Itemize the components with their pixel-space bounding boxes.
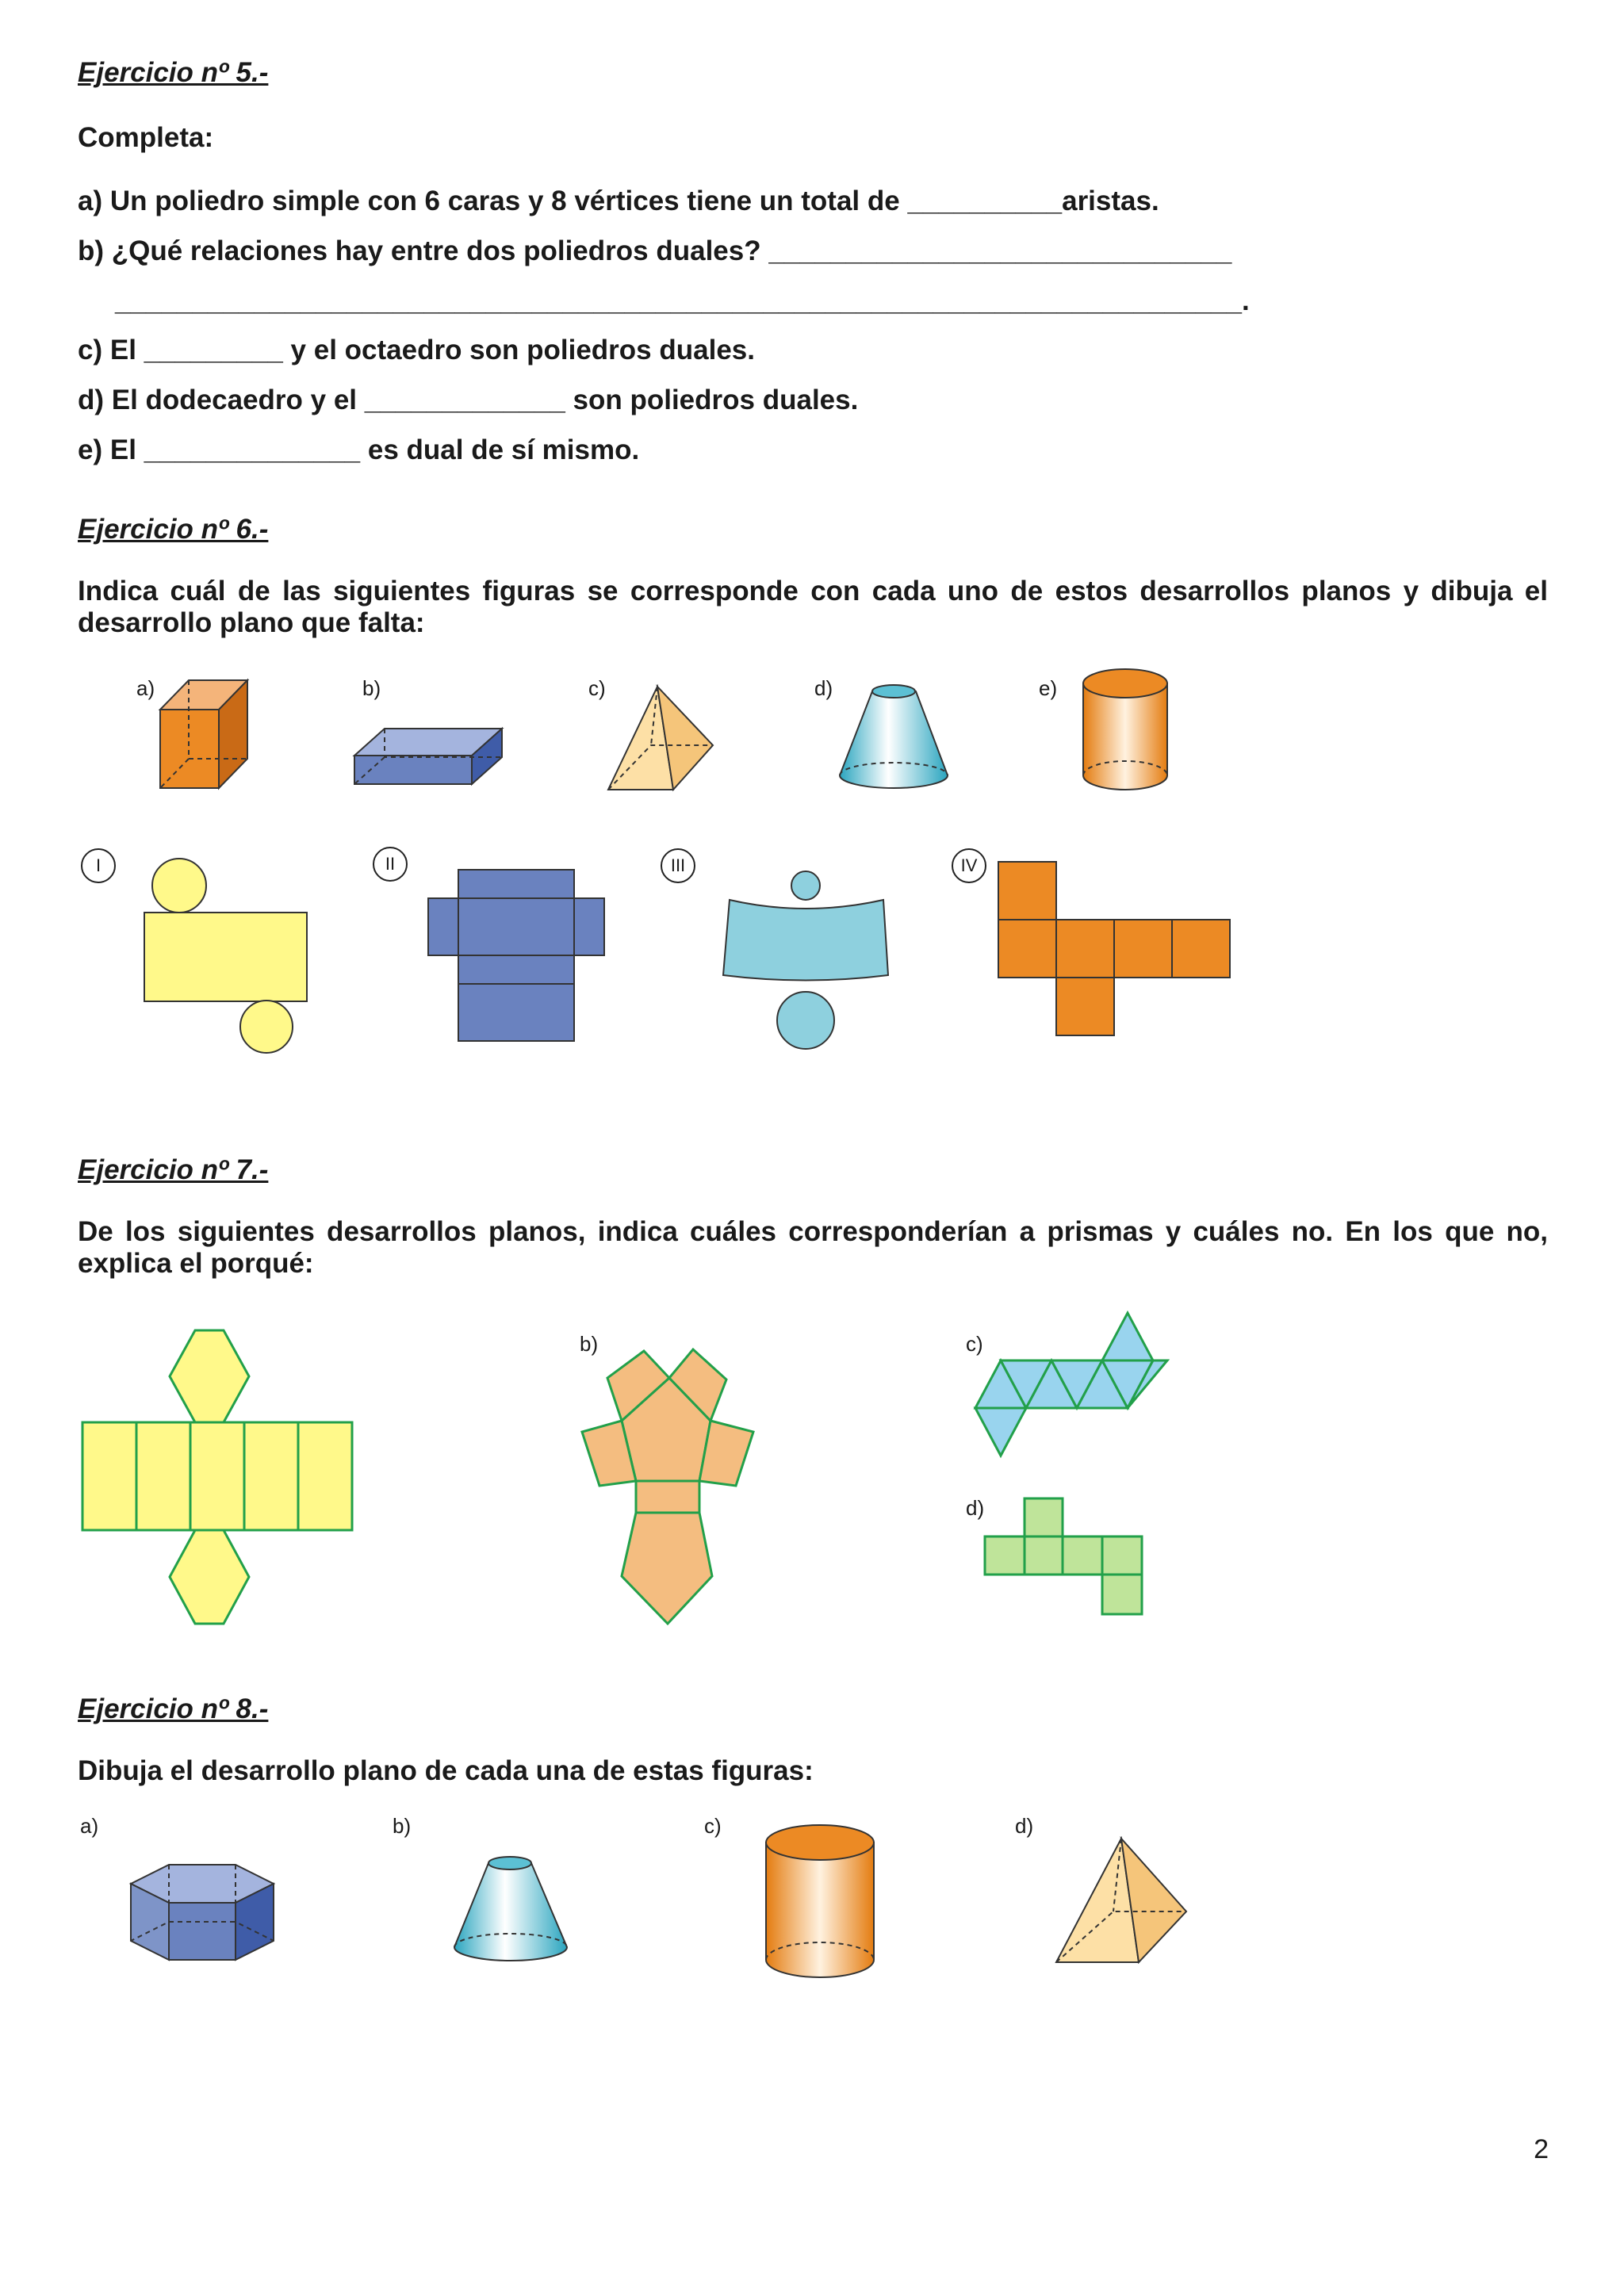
ex6-net-label-i: I [81,848,116,883]
ex6-net-label-ii: II [373,847,408,882]
ex7-instruction-line1: De los siguientes desarrollos planos, indica cuáles corresponderían a prismas y cuáles no. En los que no, [78,1216,1548,1247]
ex8-figure-label-c: c) [704,1814,722,1838]
cylinder-net-icon [143,852,313,1054]
ex6-instruction-line2: desarrollo plano que falta: [78,607,425,638]
ex6-figure-label-b: b) [362,676,381,700]
ex5-item-e: e) El ______________ es dual de sí mismo. [78,434,640,465]
ex8-heading: Ejercicio nº 8.- [78,1693,269,1724]
ex6-net-label-iii: III [661,848,695,883]
ex8-figure-label-a: a) [80,1814,99,1838]
ex6-instruction-line1: Indica cuál de las siguientes figuras se corresponde con cada uno de estos desarrollos planos y dibuja el [78,576,1548,607]
rectangular-prism-icon [353,725,504,789]
ex7-net-label-b: b) [580,1332,599,1356]
cylinder-icon [1080,668,1171,793]
square-pyramid-icon [607,683,718,793]
hexagonal-prism-net-icon [81,1329,357,1630]
prism-net-icon [427,868,605,1047]
ex5-item-c: c) El _________ y el octaedro son poliedros duales. [78,335,755,365]
ex8-figure-label-b: b) [393,1814,412,1838]
ex6-heading: Ejercicio nº 6.- [78,514,269,545]
ex6-net-label-iv: IV [952,848,986,883]
ex7-instruction-line2: explica el porqué: [78,1248,314,1279]
cube-icon [159,674,254,793]
ex7-net-label-c: c) [966,1332,983,1356]
ex5-item-b: b) ¿Qué relaciones hay entre dos poliedros duales? ______________________________ [78,235,1232,266]
cylinder-icon-2 [764,1823,876,1982]
ex8-figure-label-d: d) [1015,1814,1034,1838]
ex6-figure-label-d: d) [814,676,833,700]
square-net-icon [983,1497,1146,1620]
truncated-cone-icon-2 [452,1854,571,1965]
ex6-figure-label-e: e) [1039,676,1058,700]
ex7-net-label-d: d) [966,1496,985,1520]
ex6-figure-label-c: c) [588,676,606,700]
ex5-item-a: a) Un poliedro simple con 6 caras y 8 vértices tiene un total de __________aristas. [78,186,1159,216]
ex6-figure-label-a: a) [136,676,155,700]
page-number: 2 [1534,2134,1549,2164]
ex5-item-d: d) El dodecaedro y el _____________ son poliedros duales. [78,385,859,415]
square-pyramid-icon-2 [1055,1835,1189,1966]
hexagonal-prism-icon [129,1863,276,1962]
triangle-strip-net-icon [974,1308,1170,1459]
ex5-item-b-continuation: _________________________________________________________________________. [115,285,1250,316]
pentagonal-net-icon [580,1346,755,1625]
ex5-intro: Completa: [78,122,214,153]
ex7-heading: Ejercicio nº 7.- [78,1154,269,1185]
ex8-instruction: Dibuja el desarrollo plano de cada una de estas figuras: [78,1755,814,1786]
ex5-heading: Ejercicio nº 5.- [78,57,269,88]
truncated-cone-icon [837,682,952,793]
cube-net-icon [997,860,1231,1058]
truncated-cone-net-icon [723,868,894,1052]
